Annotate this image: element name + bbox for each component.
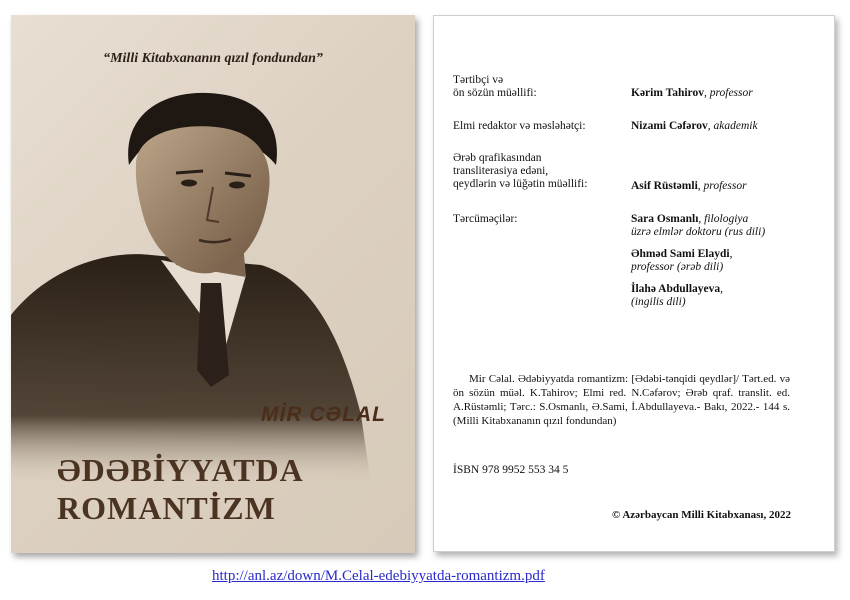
cover-title [57, 451, 304, 527]
editor-name: Nizami Cəfərov [631, 120, 708, 132]
translator-1-title: , filologiya [698, 213, 749, 225]
bibliographic-abstract: Mir Cəlal. Ədəbiyyatda romantizm: [Ədəbi-tənqidi qeydlər]/ Tərt.ed. və ön sözün müəl. K.Tahirov; Elmi red. N.Cəfərov; Ərəb qraf. translit. ed. A.Rüstəmli; Tərc.: S.Osmanlı, Ə.Sami, İ.Abdullayeva.- Bakı, 2022.- 144 s. (Milli Kitabxananın qızıl fondundan) [453, 373, 790, 427]
cover-author: MİR CƏLAL [261, 403, 387, 426]
book-cover [11, 15, 415, 553]
translit-name: Asif Rüstəmli [631, 180, 698, 192]
translator-2-name: Əhməd Sami Elaydi [631, 248, 730, 260]
translator-3-name: İlahə Abdullayeva [631, 283, 721, 295]
translit-value [631, 180, 747, 193]
compiler-title: , professor [703, 87, 753, 99]
translator-3-title-line: (ingilis dili) [631, 296, 686, 308]
translator-2-comma: , [729, 248, 733, 260]
download-link[interactable]: http://anl.az/down/M.Celal-edebiyyatda-romantizm.pdf [212, 568, 545, 584]
translit-label-line: qeydlərin və lüğətin müəllifi: [453, 178, 588, 190]
translator-1 [631, 213, 765, 239]
compiler-label-line: Tərtibçi və [453, 74, 504, 86]
copyright: © Azərbaycan Milli Kitabxanası, 2022 [611, 509, 791, 521]
cover-title-line-1: ƏDƏBİYYATDA [57, 452, 304, 488]
translator-3 [631, 283, 723, 309]
translit-title: , professor [697, 180, 747, 192]
cover-tagline: “Milli Kitabxananın qızıl fondundan” [103, 51, 323, 66]
compiler-label-line: ön sözün müəllifi: [453, 87, 537, 99]
translit-label-line: Ərəb qrafikasından [453, 152, 542, 164]
translit-label [453, 152, 587, 191]
editor-label: Elmi redaktor və məsləhətçi: [453, 120, 586, 132]
translator-1-name: Sara Osmanlı [631, 213, 699, 225]
isbn: İSBN 978 9952 553 34 5 [453, 464, 569, 476]
imprint-page [433, 15, 835, 552]
compiler-value [631, 87, 753, 100]
translator-2 [631, 248, 732, 274]
translator-2-title-line: professor (ərəb dili) [631, 261, 724, 273]
compiler-name: Kərim Tahirov [631, 87, 704, 99]
cover-title-line-2: ROMANTİZM [57, 490, 276, 526]
editor-value [631, 120, 758, 133]
editor-title: , akademik [707, 120, 758, 132]
translator-3-comma: , [720, 283, 724, 295]
translators-label: Tərcüməçilər: [453, 213, 518, 225]
translit-label-line: transliterasiya edəni, [453, 165, 549, 177]
translator-1-title-line: üzrə elmlər doktoru (rus dili) [631, 226, 766, 238]
compiler-label [453, 74, 537, 100]
